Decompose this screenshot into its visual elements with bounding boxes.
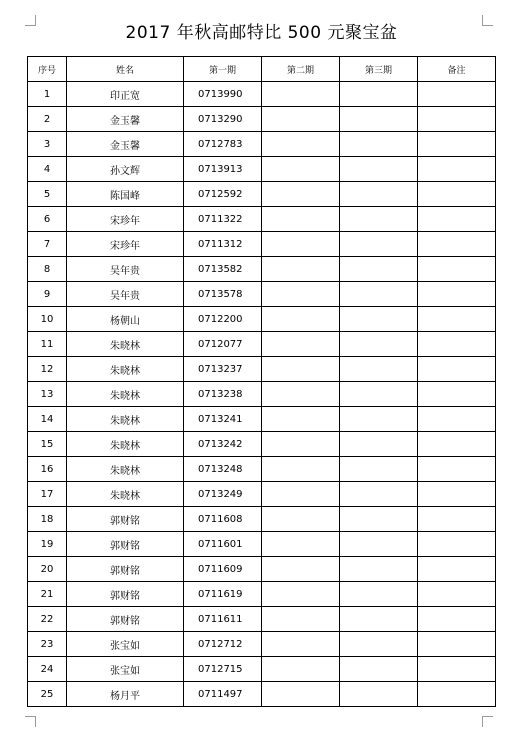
table-row	[28, 582, 496, 607]
cell-serial: 9	[28, 282, 67, 307]
header-period-3: 第三期	[340, 57, 418, 82]
cell-name: 朱晓林	[67, 407, 184, 432]
cell-serial: 2	[28, 107, 67, 132]
cell-period-3	[340, 282, 418, 307]
table-row	[28, 232, 496, 257]
cell-serial: 19	[28, 532, 67, 557]
cell-serial: 8	[28, 257, 67, 282]
table-row	[28, 507, 496, 532]
header-row	[28, 57, 496, 82]
cell-period-3	[340, 557, 418, 582]
cell-period-2	[262, 282, 340, 307]
cell-period-2	[262, 632, 340, 657]
cell-remarks	[418, 132, 496, 157]
cell-period-2	[262, 382, 340, 407]
crop-mark-bottom-right	[482, 716, 493, 727]
cell-serial: 20	[28, 557, 67, 582]
cell-remarks	[418, 257, 496, 282]
cell-name: 孙文辉	[67, 157, 184, 182]
cell-name: 张宝如	[67, 657, 184, 682]
cell-period-3	[340, 207, 418, 232]
cell-period-1: 0713241	[184, 407, 262, 432]
cell-period-3	[340, 132, 418, 157]
cell-serial: 23	[28, 632, 67, 657]
table-row	[28, 382, 496, 407]
cell-remarks	[418, 82, 496, 107]
cell-serial: 24	[28, 657, 67, 682]
cell-name: 吴年贵	[67, 257, 184, 282]
cell-period-1: 0713913	[184, 157, 262, 182]
cell-name: 宋珍年	[67, 207, 184, 232]
cell-serial: 13	[28, 382, 67, 407]
cell-period-1: 0713990	[184, 82, 262, 107]
cell-remarks	[418, 657, 496, 682]
cell-period-3	[340, 182, 418, 207]
cell-period-2	[262, 457, 340, 482]
cell-period-3	[340, 82, 418, 107]
cell-period-3	[340, 307, 418, 332]
cell-period-3	[340, 682, 418, 707]
cell-remarks	[418, 457, 496, 482]
cell-serial: 11	[28, 332, 67, 357]
header-period-2: 第二期	[262, 57, 340, 82]
table-row	[28, 407, 496, 432]
table-row	[28, 632, 496, 657]
cell-period-1: 0713578	[184, 282, 262, 307]
cell-serial: 21	[28, 582, 67, 607]
table-row	[28, 432, 496, 457]
cell-name: 朱晓林	[67, 482, 184, 507]
cell-period-1: 0711608	[184, 507, 262, 532]
cell-period-2	[262, 207, 340, 232]
cell-period-2	[262, 357, 340, 382]
cell-serial: 6	[28, 207, 67, 232]
cell-period-3	[340, 332, 418, 357]
cell-serial: 5	[28, 182, 67, 207]
cell-serial: 18	[28, 507, 67, 532]
cell-remarks	[418, 357, 496, 382]
cell-period-2	[262, 82, 340, 107]
table-body	[28, 82, 496, 707]
cell-period-3	[340, 457, 418, 482]
cell-serial: 12	[28, 357, 67, 382]
cell-name: 金玉馨	[67, 132, 184, 157]
cell-period-2	[262, 507, 340, 532]
cell-name: 朱晓林	[67, 357, 184, 382]
cell-period-3	[340, 432, 418, 457]
cell-serial: 3	[28, 132, 67, 157]
cell-period-3	[340, 632, 418, 657]
cell-remarks	[418, 607, 496, 632]
cell-serial: 7	[28, 232, 67, 257]
cell-serial: 10	[28, 307, 67, 332]
table-row	[28, 107, 496, 132]
cell-remarks	[418, 232, 496, 257]
cell-remarks	[418, 332, 496, 357]
cell-period-2	[262, 432, 340, 457]
cell-period-2	[262, 157, 340, 182]
cell-period-1: 0711497	[184, 682, 262, 707]
cell-remarks	[418, 157, 496, 182]
table-row	[28, 157, 496, 182]
cell-remarks	[418, 507, 496, 532]
cell-period-3	[340, 482, 418, 507]
cell-name: 朱晓林	[67, 457, 184, 482]
table-row	[28, 282, 496, 307]
cell-remarks	[418, 632, 496, 657]
cell-period-3	[340, 382, 418, 407]
cell-period-1: 0712712	[184, 632, 262, 657]
cell-name: 杨月平	[67, 682, 184, 707]
cell-period-2	[262, 532, 340, 557]
cell-period-1: 0712783	[184, 132, 262, 157]
cell-period-1: 0713249	[184, 482, 262, 507]
cell-period-3	[340, 107, 418, 132]
cell-period-3	[340, 407, 418, 432]
cell-name: 金玉馨	[67, 107, 184, 132]
cell-period-2	[262, 407, 340, 432]
cell-period-1: 0713290	[184, 107, 262, 132]
cell-remarks	[418, 182, 496, 207]
cell-period-1: 0711611	[184, 607, 262, 632]
cell-remarks	[418, 557, 496, 582]
cell-period-2	[262, 482, 340, 507]
table-row	[28, 357, 496, 382]
cell-serial: 1	[28, 82, 67, 107]
cell-remarks	[418, 582, 496, 607]
cell-period-2	[262, 332, 340, 357]
cell-serial: 22	[28, 607, 67, 632]
cell-remarks	[418, 107, 496, 132]
cell-remarks	[418, 282, 496, 307]
cell-serial: 16	[28, 457, 67, 482]
cell-remarks	[418, 207, 496, 232]
cell-name: 宋珍年	[67, 232, 184, 257]
cell-remarks	[418, 382, 496, 407]
cell-period-3	[340, 607, 418, 632]
table-row	[28, 82, 496, 107]
cell-serial: 4	[28, 157, 67, 182]
cell-remarks	[418, 482, 496, 507]
table-row	[28, 557, 496, 582]
cell-period-1: 0712200	[184, 307, 262, 332]
cell-serial: 14	[28, 407, 67, 432]
cell-period-1: 0713248	[184, 457, 262, 482]
cell-period-2	[262, 607, 340, 632]
cell-remarks	[418, 432, 496, 457]
cell-period-1: 0711619	[184, 582, 262, 607]
table-row	[28, 207, 496, 232]
cell-serial: 15	[28, 432, 67, 457]
cell-serial: 17	[28, 482, 67, 507]
table-row	[28, 482, 496, 507]
cell-period-2	[262, 557, 340, 582]
table-row	[28, 332, 496, 357]
cell-period-2	[262, 682, 340, 707]
table-row	[28, 457, 496, 482]
cell-period-3	[340, 357, 418, 382]
cell-remarks	[418, 407, 496, 432]
table-row	[28, 532, 496, 557]
cell-period-3	[340, 157, 418, 182]
cell-period-1: 0712077	[184, 332, 262, 357]
cell-name: 陈国峰	[67, 182, 184, 207]
table-row	[28, 307, 496, 332]
cell-period-1: 0713237	[184, 357, 262, 382]
cell-name: 朱晓林	[67, 382, 184, 407]
cell-period-3	[340, 657, 418, 682]
cell-period-1: 0711601	[184, 532, 262, 557]
cell-name: 郭财铭	[67, 582, 184, 607]
cell-period-3	[340, 232, 418, 257]
cell-name: 吴年贵	[67, 282, 184, 307]
cell-serial: 25	[28, 682, 67, 707]
cell-name: 郭财铭	[67, 532, 184, 557]
header-serial: 序号	[28, 57, 67, 82]
cell-period-2	[262, 182, 340, 207]
cell-period-3	[340, 257, 418, 282]
cell-period-1: 0713582	[184, 257, 262, 282]
cell-period-2	[262, 657, 340, 682]
cell-remarks	[418, 682, 496, 707]
cell-period-1: 0712592	[184, 182, 262, 207]
cell-remarks	[418, 532, 496, 557]
cell-period-3	[340, 532, 418, 557]
cell-period-2	[262, 582, 340, 607]
table-row	[28, 657, 496, 682]
cell-period-2	[262, 107, 340, 132]
cell-name: 杨朝山	[67, 307, 184, 332]
cell-period-1: 0712715	[184, 657, 262, 682]
cell-period-2	[262, 132, 340, 157]
header-period-1: 第一期	[184, 57, 262, 82]
cell-period-2	[262, 257, 340, 282]
cell-period-1: 0713238	[184, 382, 262, 407]
cell-remarks	[418, 307, 496, 332]
table-row	[28, 682, 496, 707]
cell-period-3	[340, 582, 418, 607]
crop-mark-bottom-left	[25, 716, 36, 727]
table-row	[28, 182, 496, 207]
cell-period-2	[262, 232, 340, 257]
cell-period-1: 0711322	[184, 207, 262, 232]
header-remarks: 备注	[418, 57, 496, 82]
cell-name: 郭财铭	[67, 507, 184, 532]
cell-period-3	[340, 507, 418, 532]
document-title: 2017 年秋高邮特比 500 元聚宝盆	[125, 23, 398, 43]
cell-name: 张宝如	[67, 632, 184, 657]
table-row	[28, 607, 496, 632]
roster-table	[27, 56, 496, 707]
table-row	[28, 132, 496, 157]
cell-name: 郭财铭	[67, 557, 184, 582]
cell-period-1: 0711312	[184, 232, 262, 257]
cell-period-2	[262, 307, 340, 332]
cell-name: 郭财铭	[67, 607, 184, 632]
cell-name: 朱晓林	[67, 332, 184, 357]
cell-period-1: 0713242	[184, 432, 262, 457]
table-row	[28, 257, 496, 282]
cell-name: 朱晓林	[67, 432, 184, 457]
cell-period-1: 0711609	[184, 557, 262, 582]
cell-name: 印正宽	[67, 82, 184, 107]
header-name: 姓名	[67, 57, 184, 82]
